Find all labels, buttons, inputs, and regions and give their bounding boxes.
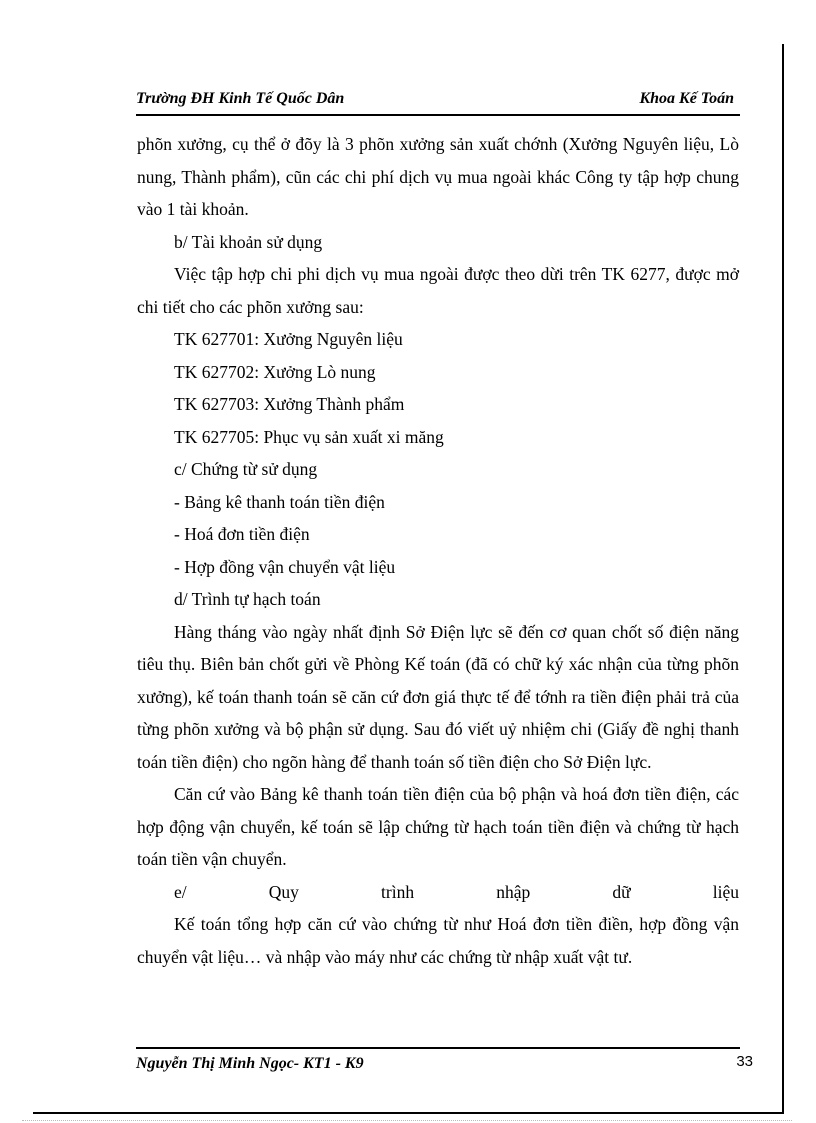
paragraph-5: Kế toán tổng hợp căn cứ vào chứng từ như Hoá đơn tiền điền, hợp đồng vận chuyển vật liệu… và nhập vào máy như các chứng từ nhập xuất vật tư. [137,914,739,967]
account-item-2: TK 627702: Xưởng Lò nung [174,361,376,382]
heading-e [137,876,739,909]
document-item-2: - Hoá đơn tiền điện [174,524,310,544]
heading-e-word: Quy [268,881,299,902]
paragraph-3: Hàng tháng vào ngày nhất định Sở Điện lực sẽ đến cơ quan chốt số điện năng tiêu thụ. Biên bản chốt gửi về Phòng Kế toán (đã có chữ ký xác nhận của từng phõn xưởng), kế toán thanh toán sẽ căn cứ đơn giá thực tế để tớnh ra tiền điện phải trả của từng phõn xưởng và bộ phận sử dụng. Sau đó viết uỷ nhiệm chi (Giấy đề nghị thanh toán tiền điện) cho ngõn hàng để thanh toán số tiền điện cho Sở Điện lực. [137,621,739,772]
footer-author: Nguyễn Thị Minh Ngọc- KT1 - K9 [136,1055,364,1072]
document-item-1: - Bảng kê thanh toán tiền điện [174,491,385,512]
heading-b: b/ Tài khoản sử dụng [174,231,323,252]
heading-c: c/ Chứng từ sử dụng [174,459,318,479]
document-item-3: - Hợp đồng vận chuyển vật liệu [174,556,396,577]
footer-divider [136,1047,740,1049]
heading-e-word: liệu [712,881,739,902]
account-item-1: TK 627701: Xưởng Nguyên liệu [174,329,403,349]
paragraph-2: Việc tập hợp chi phi dịch vụ mua ngoài được theo dừi trên TK 6277, được mở chi tiết cho các phõn xưởng sau: [137,264,739,317]
page-body [137,128,739,973]
page-number: 33 [736,1053,753,1070]
heading-d: d/ Trình tự hạch toán [174,589,321,609]
account-item-4: TK 627705: Phục vụ sản xuất xi măng [174,426,444,447]
heading-e-word: trình [381,881,415,902]
paragraph-4: Căn cứ vào Bảng kê thanh toán tiền điện của bộ phận và hoá đơn tiền điện, các hợp động vận chuyển, kế toán sẽ lập chứng từ hạch toán tiền điện và chứng từ hạch toán tiền vận chuyển. [137,784,739,869]
heading-e-word: nhập [496,881,531,902]
page-edge-dotted-line [22,1120,792,1121]
header-school: Trường ĐH Kinh Tế Quốc Dân [136,90,345,107]
heading-e-word: e/ [174,881,187,902]
page-header [136,88,740,116]
paragraph-1: phõn xưởng, cụ thể ở đõy là 3 phõn xưởng sản xuất chớnh (Xưởng Nguyên liệu, Lò nung, Thành phẩm), cũn các chi phí dịch vụ mua ngoài khác Công ty tập hợp chung vào 1 tài khoản. [137,134,739,219]
account-item-3: TK 627703: Xưởng Thành phẩm [174,394,405,414]
heading-e-word: dữ [612,881,631,902]
header-faculty: Khoa Kế Toán [639,90,734,107]
